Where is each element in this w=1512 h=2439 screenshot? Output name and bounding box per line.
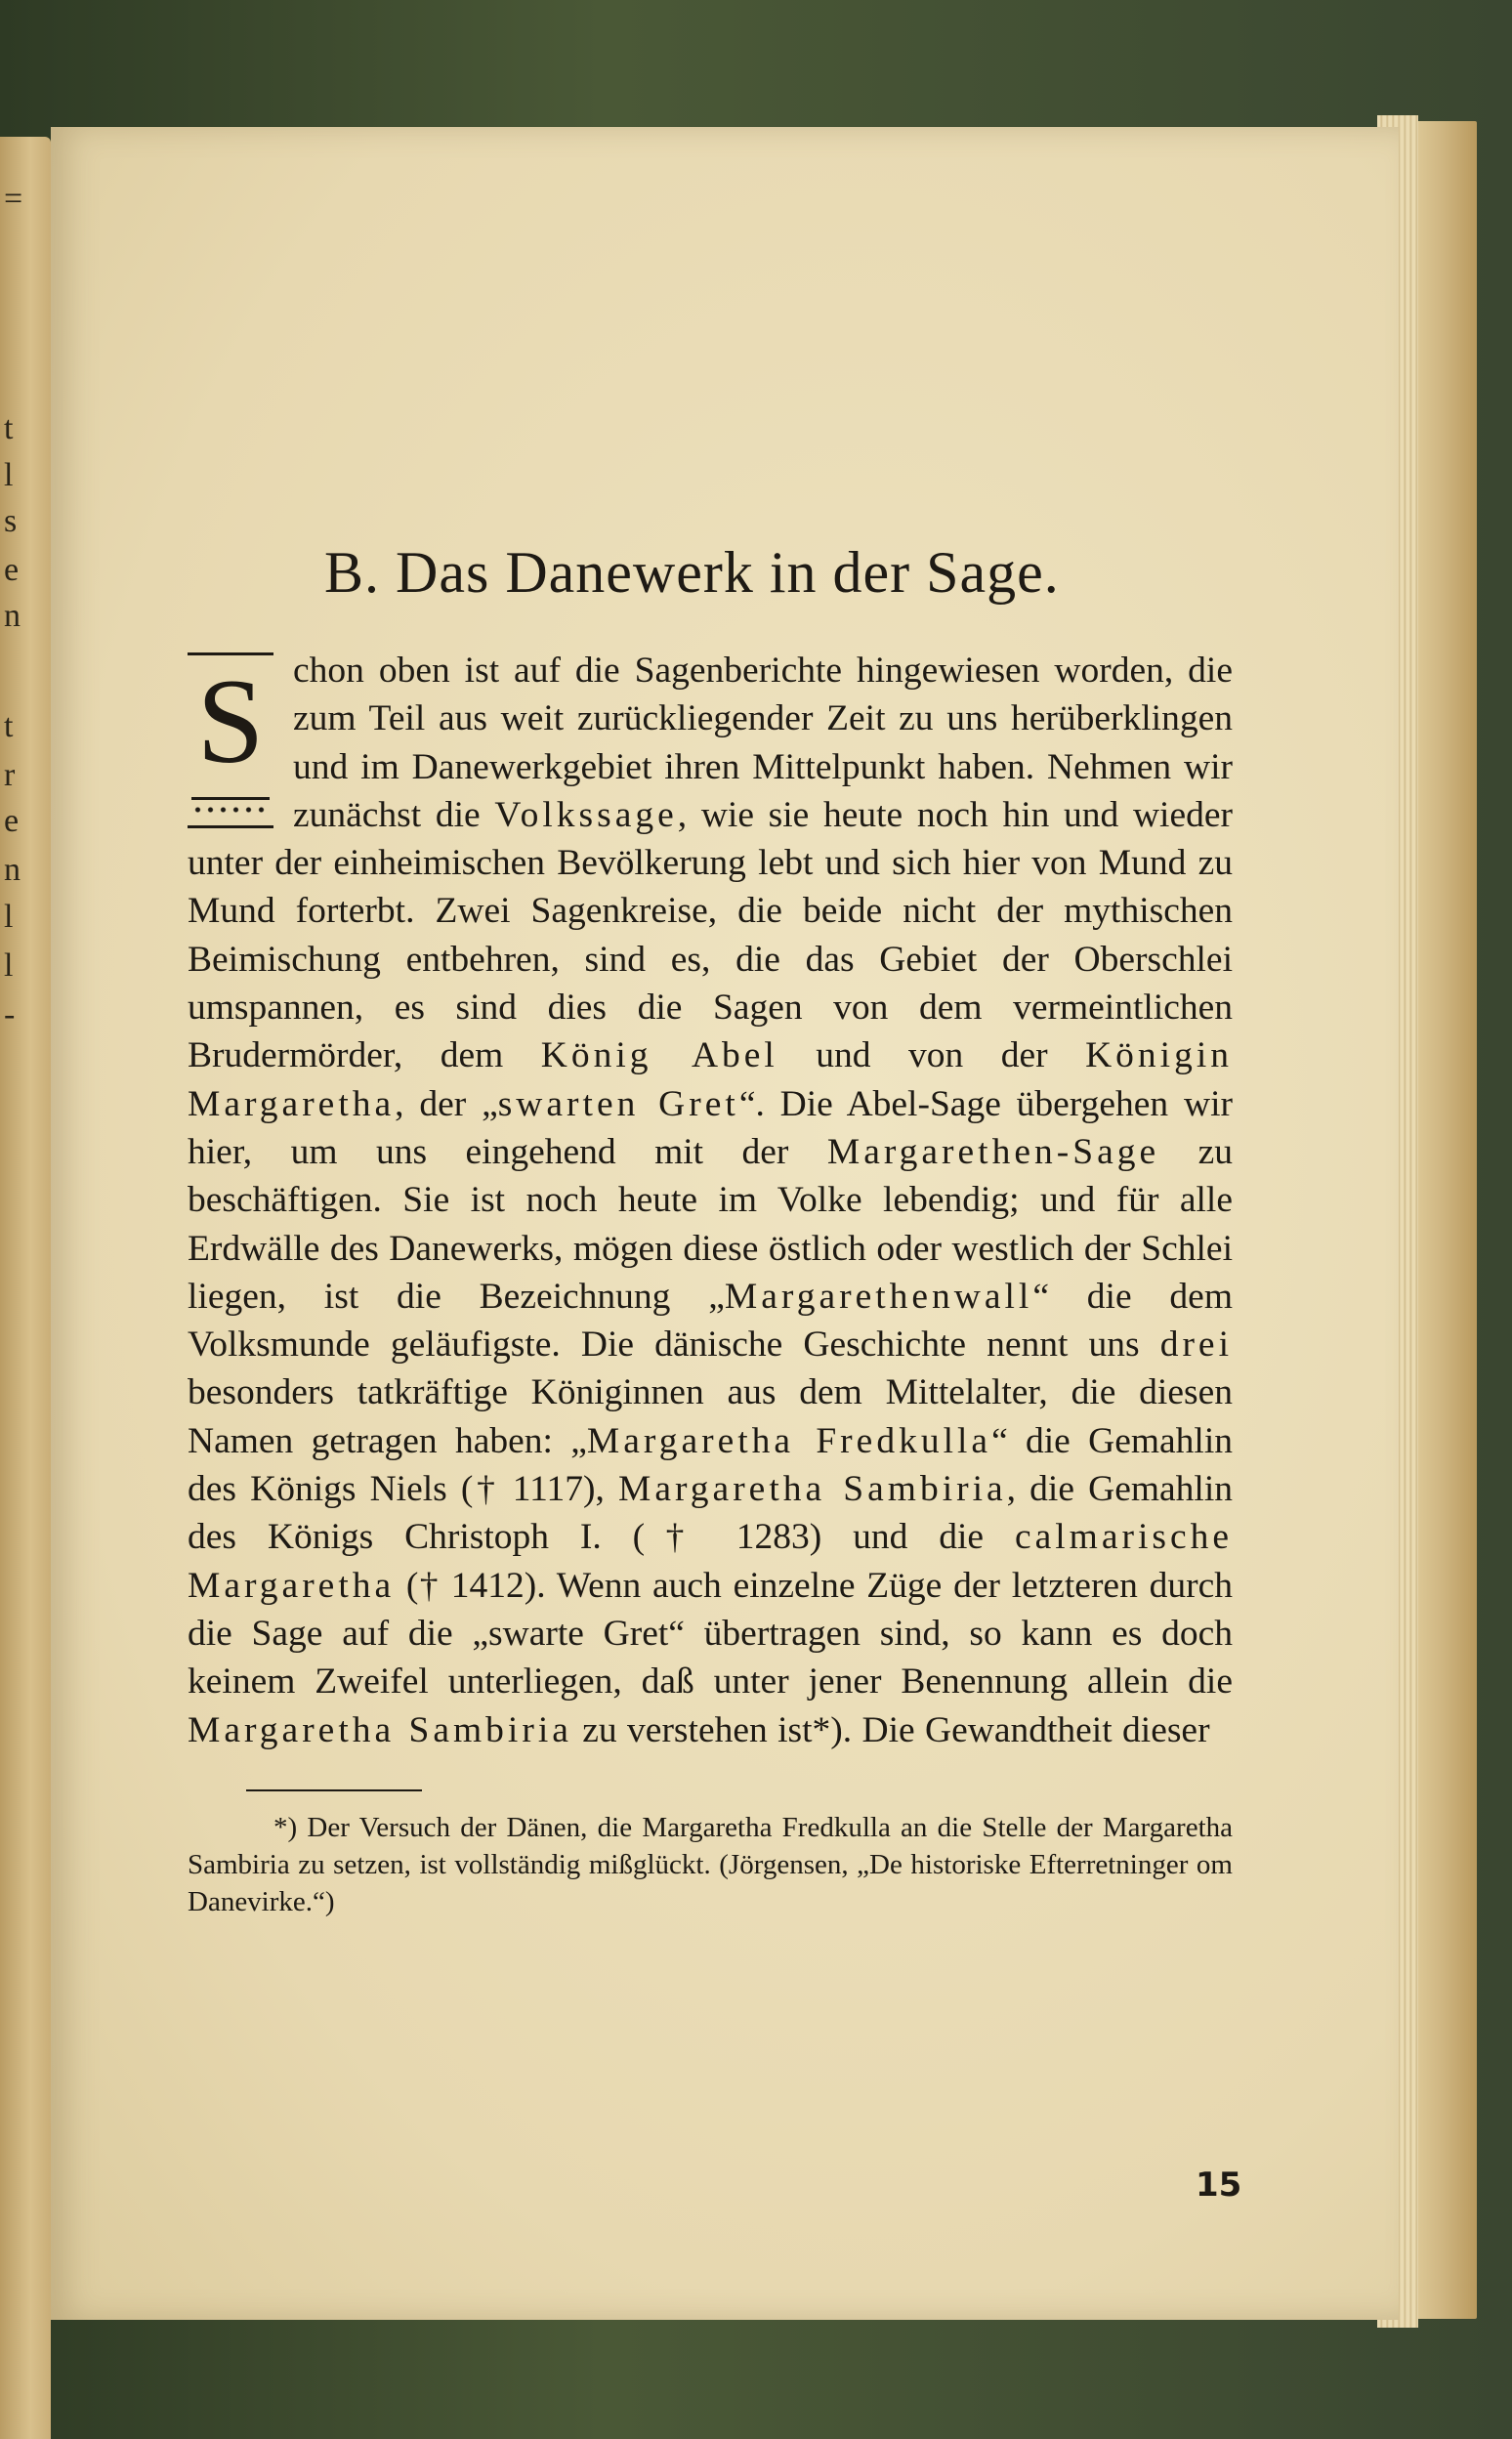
facing-page-letter: s bbox=[4, 503, 18, 539]
facing-page-letter: r bbox=[4, 757, 16, 793]
left-page-edge bbox=[0, 137, 51, 2439]
facing-page-letter: t bbox=[4, 410, 14, 446]
text-run: “ die Gemahlin des Königs Niels († 1117), bbox=[188, 1420, 1233, 1510]
emphasized-text-run: drei bbox=[1159, 1325, 1233, 1366]
facing-page-letter: e bbox=[4, 803, 20, 839]
page-number: 15 bbox=[1196, 2166, 1242, 2205]
drop-cap bbox=[188, 652, 273, 828]
text-run: “. Die Abel-Sage übergehen wir hier, um uns eingehend mit der bbox=[188, 1083, 1233, 1172]
emphasized-text-run: König Abel bbox=[540, 1035, 778, 1076]
body-paragraph bbox=[188, 647, 1233, 1754]
text-run: († 1412). Wenn auch einzelne Züge der letzteren durch die Sage auf die „swarte Gret“ übertragen sind, so kann es doch keinem Zweifel unterliegen, daß unter jener Benennung allein die bbox=[188, 1565, 1233, 1703]
drop-cap-letter: S bbox=[196, 654, 265, 788]
emphasized-text-run: Margaretha Fredkulla bbox=[586, 1420, 992, 1461]
emphasized-text-run: calmarische Margaretha bbox=[188, 1517, 1233, 1606]
emphasized-text-run: swarten Gret bbox=[497, 1083, 739, 1124]
footnote: *) Der Versuch der Dänen, die Margaretha Fredkulla an die Stelle der Margaretha Sambiria zu setzen, ist vollständig mißglückt. (Jörgensen, „De historiske Efterretninger om Danevirke.“) bbox=[188, 1811, 1233, 1917]
facing-page-letter: - bbox=[4, 996, 16, 1032]
page-content bbox=[188, 537, 1233, 1920]
emphasized-text-run: Margarethen-Sage bbox=[826, 1131, 1160, 1172]
text-run: zu verstehen ist*). Die Gewandtheit dieser bbox=[571, 1709, 1210, 1750]
text-run: , der „ bbox=[395, 1083, 498, 1124]
drop-cap-ornament bbox=[191, 797, 270, 816]
footnote-rule bbox=[246, 1789, 422, 1791]
book-page bbox=[51, 127, 1399, 2320]
section-heading: B. Das Danewerk in der Sage. bbox=[324, 540, 1060, 605]
facing-page-letter: l bbox=[4, 899, 14, 935]
facing-page-letter: e bbox=[4, 552, 20, 588]
facing-page-letter: l bbox=[4, 457, 14, 493]
facing-page-letter: n bbox=[4, 598, 21, 634]
emphasized-text-run: Königin Margaretha bbox=[188, 1035, 1234, 1124]
text-run: , die Gemahlin des Königs Christoph I. († 1283) und die bbox=[188, 1469, 1234, 1558]
facing-page-letter: = bbox=[4, 181, 23, 217]
facing-page-letter: l bbox=[4, 947, 14, 984]
facing-page-letter: n bbox=[4, 852, 21, 888]
text-run: und von der bbox=[777, 1035, 1086, 1076]
text-run: besonders tatkräftige Königinnen aus dem Mittelalter, die diesen Namen getragen haben: „ bbox=[188, 1372, 1233, 1461]
text-run: “ die dem Volksmunde geläufigste. Die dänische Geschichte nennt uns bbox=[188, 1276, 1233, 1366]
emphasized-text-run: Margaretha Sambiria bbox=[188, 1709, 572, 1750]
text-run: chon oben ist auf die Sagenberichte hingewiesen worden, die zum Teil aus weit zurückliegender Zeit zu uns herüberklingen und im Danewerkgebiet ihren Mittelpunkt haben. Nehmen wir zunächst die bbox=[293, 651, 1233, 835]
emphasized-text-run: Margarethenwall bbox=[724, 1276, 1033, 1317]
text-run: , wie sie heute noch hin und wieder unter der einheimischen Bevölkerung lebt und sich hier von Mund zu Mund forterbt. Zwei Sagenkreise, die beide nicht der mythischen Beimischung entbehren, sind es, die das Gebiet der Oberschlei umspannen, es sind dies die Sagen von dem vermeintlichen Brudermörder, dem bbox=[188, 794, 1233, 1076]
emphasized-text-run: Margaretha Sambiria bbox=[618, 1469, 1007, 1510]
emphasized-text-run: Volkssage bbox=[494, 794, 678, 835]
text-run: zu beschäftigen. Sie ist noch heute im Volke lebendig; und für alle Erdwälle des Danewerks, mögen diese östlich oder westlich der Schlei liegen, ist die Bezeichnung „ bbox=[188, 1131, 1233, 1317]
facing-page-letter: t bbox=[4, 708, 14, 744]
